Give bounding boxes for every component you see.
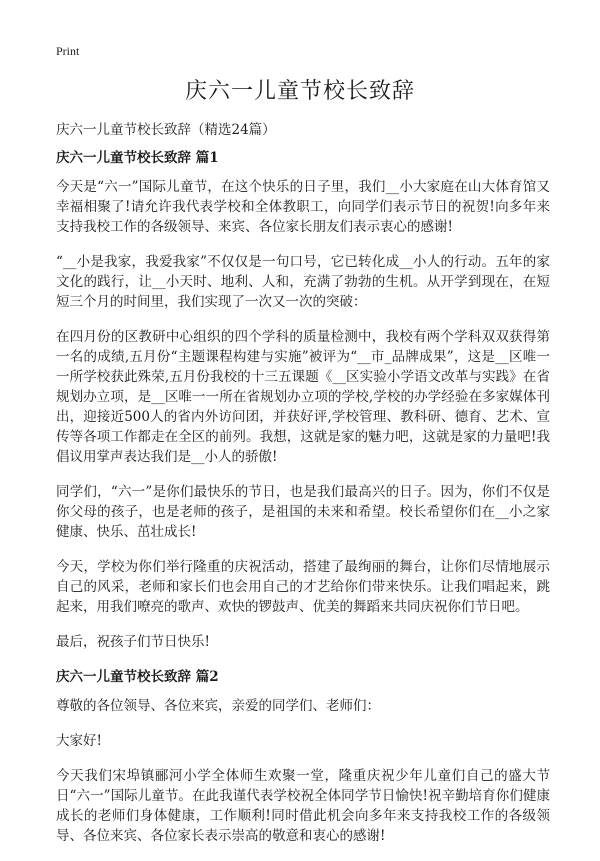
paragraph: “__小是我家，我爱我家”不仅仅是一句口号，它已转化成__小人的行动。五年的家文化的践行，让__小天时、地利、人和，充满了勃勃的生机。从开学到现在，在短短三个月的时间里，我们实现了一次又一次的突破： <box>56 254 550 310</box>
paragraph: 同学们，“六一”是你们最快乐的节日，也是我们最高兴的日子。因为，你们不仅是你父母的孩子，也是老师的孩子，是祖国的未来和希望。校长希望你们在__小之家健康、快乐、茁壮成长! <box>56 484 550 540</box>
print-link[interactable]: Print <box>56 44 80 58</box>
paragraph: 今天，学校为你们举行隆重的庆祝活动，搭建了最绚丽的舞台，让你们尽情地展示自己的风采，老师和家长们也会用自己的才艺给你们带来快乐。让我们唱起来，跳起来，用我们嘹亮的歌声、欢快的锣鼓声、优美的舞蹈来共同庆祝你们节日吧。 <box>56 559 550 615</box>
page-subtitle: 庆六一儿童节校长致辞（精选24篇） <box>56 122 276 138</box>
paragraph: 今天是“六一”国际儿童节，在这个快乐的日子里，我们__小大家庭在山大体育馆又幸福相聚了!请允许我代表学校和全体教职工，向同学们表示节日的祝贺!向多年来支持我校工作的各级领导、来宾、各位家长朋友们表示衷心的感谢! <box>56 179 550 235</box>
section-heading-1: 庆六一儿童节校长致辞 篇1 <box>56 150 219 166</box>
paragraph: 尊敬的各位领导、各位来宾，亲爱的同学们、老师们： <box>56 698 380 714</box>
paragraph: 最后，祝孩子们节日快乐! <box>56 634 210 650</box>
paragraph: 今天我们宋埠镇郦河小学全体师生欢聚一堂，隆重庆祝少年儿童们自己的盛大节日“六一”国际儿童节。在此我谨代表学校祝全体同学节日愉快!祝辛勤培育你们健康成长的老师们身体健康，工作顺利!同时借此机会向多年来支持我校工作的各级领导、各位来宾、各位家长表示崇高的敬意和衷心的感谢! <box>56 768 550 844</box>
section-heading-2: 庆六一儿童节校长致辞 篇2 <box>56 669 219 685</box>
article-body <box>56 148 550 861</box>
paragraph: 在四月份的区教研中心组织的四个学科的质量检测中，我校有两个学科双双获得第一名的成绩,五月份“主题课程构建与实施”被评为“__市_品牌成果”，这是__区唯一一所学校获此殊荣,五月份我校的十三五课题《__区实验小学语文改革与实践》在省规划办立项，是__区唯一一所在省规划办立项的学校,学校的办学经验在多家媒体刊出，迎接近500人的省内外访问团，并获好评,学校管理、教科研、德育、艺术、宣传等各项工作都走在全区的前列。我想，这就是家的魅力吧，这就是家的力量吧!我倡议用掌声表达我们是__小人的骄傲! <box>56 329 550 465</box>
page-title: 庆六一儿童节校长致辞 <box>184 79 415 104</box>
paragraph: 大家好! <box>56 733 102 749</box>
